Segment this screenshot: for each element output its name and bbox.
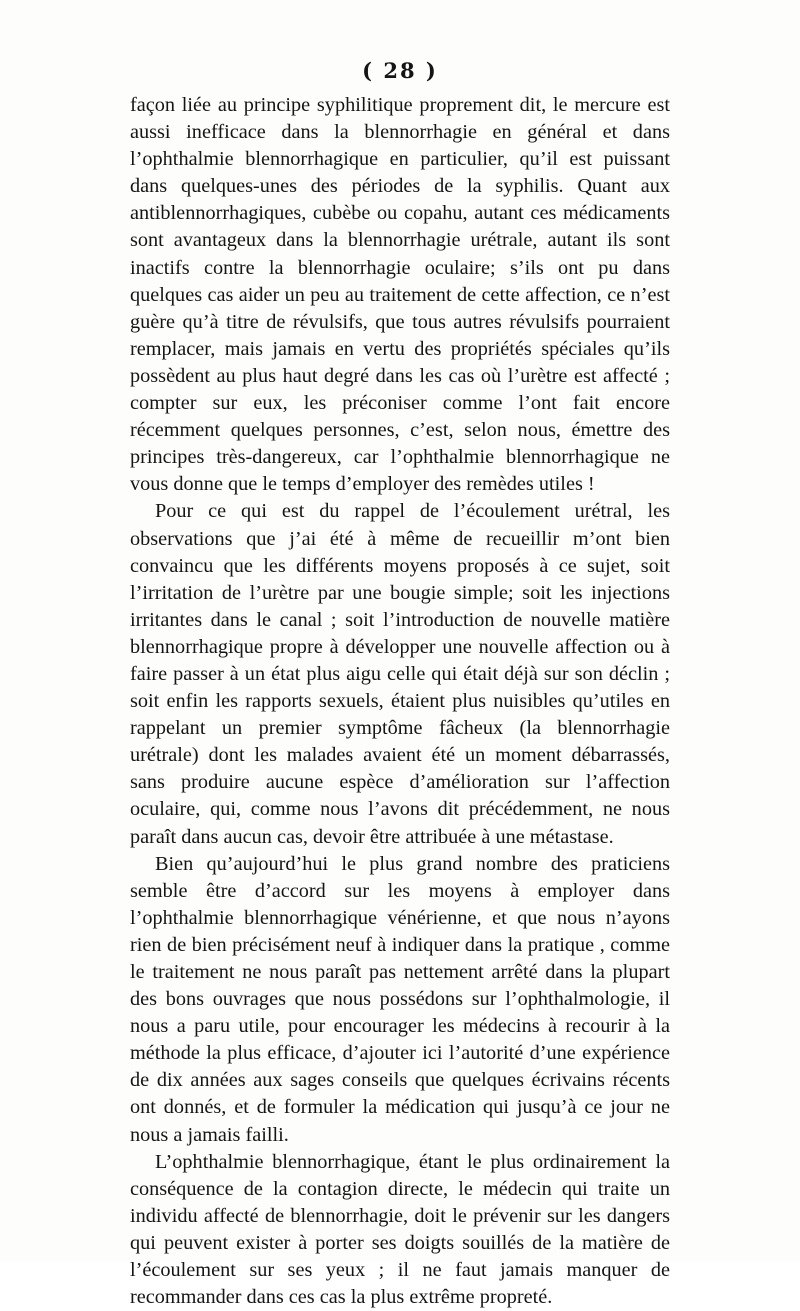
paragraph-1: façon liée au principe syphilitique proprement dit, le mercure est aussi inefficace dans la blennorrhagie en général et dans l’ophthalmie blennorrhagique en particulier, qu’il est puissant dans quelques-unes des périodes de la syphilis. Quant aux antiblennorrhagiques, cubèbe ou copahu, autant ces médicaments sont avantageux dans la blennorrhagie urétrale, autant ils sont inactifs contre la blennorrhagie oculaire; s’ils ont pu dans quelques cas aider un peu au traitement de cette affection, ce n’est guère qu’à titre de révulsifs, que tous autres révulsifs pourraient remplacer, mais jamais en vertu des propriétés spéciales qu’ils possèdent au plus haut degré dans les cas où l’urètre est affecté ; compter sur eux, les préconiser comme l’ont fait encore récemment quelques personnes, c’est, selon nous, émettre des principes très-dangereux, car l’ophthalmie blennorrhagique ne vous donne que le temps d’employer des remèdes utiles ! — [130, 94, 670, 496]
paragraph-2: Pour ce qui est du rappel de l’écoulement urétral, les observations que j’ai été à même de recueillir m’ont bien convaincu que les différents moyens proposés à ce sujet, soit l’irritation de l’urètre par une bougie simple; soit les injections irritantes dans le canal ; soit l’introduction de nouvelle matière blennorrhagique propre à développer une nouvelle affection ou à faire passer à un état plus aigu celle qui était déjà sur son déclin ; soit enfin les rapports sexuels, étaient plus nuisibles qu’utiles en rappelant un premier symptôme fâcheux (la blennorrhagie urétrale) dont les malades avaient été un moment débarrassés, sans produire aucune espèce d’amélioration sur l’affection oculaire, qui, comme nous l’avons dit précédemment, ne nous paraît dans aucun cas, devoir être attribuée à une métastase. — [130, 500, 670, 848]
body-text — [130, 92, 670, 1311]
page-number: ( 28 ) — [362, 58, 438, 83]
paragraph-3: Bien qu’aujourd’hui le plus grand nombre des praticiens semble être d’accord sur les moyens à employer dans l’ophthalmie blennorrhagique vénérienne, et que nous n’ayons rien de bien précisément neuf à indiquer dans la pratique , comme le traitement ne nous paraît pas nettement arrêté dans la plupart des bons ouvrages que nous possédons sur l’ophthalmologie, il nous a paru utile, pour encourager les médecins à recourir à la méthode la plus efficace, d’ajouter ici l’autorité d’une expérience de dix années aux sages conseils que quelques écrivains récents ont donnés, et de formuler la médication qui jusqu’à ce jour ne nous a jamais failli. — [130, 852, 670, 1146]
paragraph-4: L’ophthalmie blennorrhagique, étant le plus ordinairement la conséquence de la contagion directe, le médecin qui traite un individu affecté de blennorrhagie, doit le prévenir sur les dangers qui peuvent exister à porter ses doigts souillés de la matière de l’écoulement sur ses yeux ; il ne faut jamais manquer de recommander dans ces cas la plus extrême propreté. — [130, 1150, 670, 1309]
